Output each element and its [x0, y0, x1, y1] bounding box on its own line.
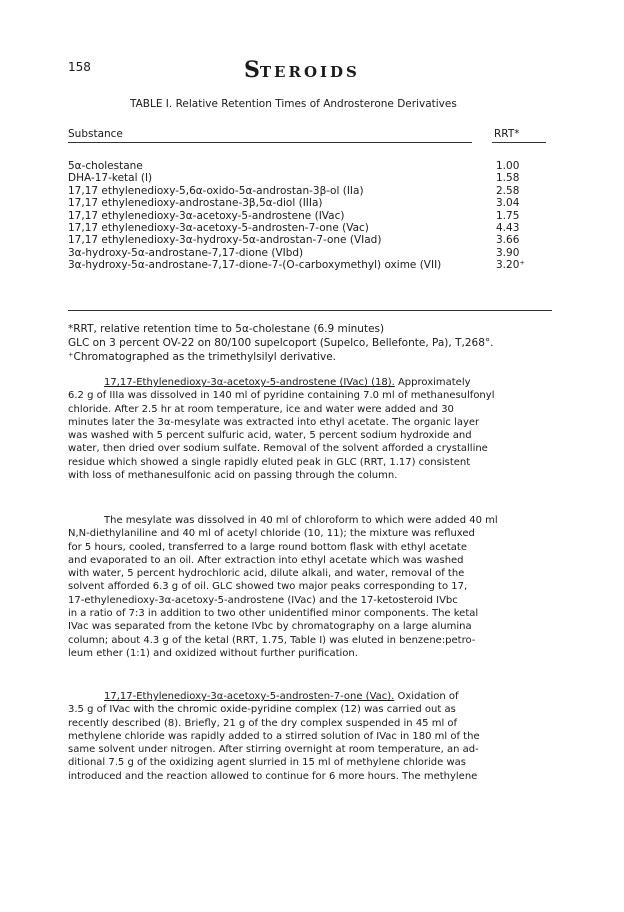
column-header-substance: Substance — [68, 128, 123, 140]
paragraph-vac — [68, 690, 558, 783]
text-line: minutes later the 3α-mesylate was extracted into ethyl acetate. The organic layer — [68, 416, 480, 428]
text-line: for 5 hours, cooled, transferred to a large round bottom flask with ethyl acetate — [68, 541, 467, 553]
text-line: in a ratio of 7:3 in addition to two other unidentified minor components. The ketal — [68, 608, 479, 620]
table-row — [68, 172, 548, 184]
text-line: water, then dried over sodium sulfate. Removal of the solvent afforded a crystalline — [68, 443, 488, 455]
text-line: The mesylate was dissolved in 40 ml of chloroform to which were added 40 ml — [104, 515, 498, 526]
cell-rrt: 2.58 — [496, 184, 520, 197]
footnote: ⁺Chromatographed as the trimethylsilyl derivative. — [68, 351, 337, 363]
table-row — [68, 247, 548, 259]
text-line: leum ether (1:1) and oxidized without further purification. — [68, 647, 358, 659]
cell-substance: 17,17 ethylenedioxy-androstane-3β,5α-diol (IIIa) — [68, 197, 323, 210]
footnote: *RRT, relative retention time to 5α-cholestane (6.9 minutes) — [68, 323, 385, 335]
text-line: methylene chloride was rapidly added to a stirred solution of IVac in 180 ml of the — [68, 730, 480, 742]
page-number: 158 — [68, 60, 91, 74]
text-line: 6.2 g of IIIa was dissolved in 140 ml of pyridine containing 7.0 ml of methanesulfonyl — [68, 390, 495, 402]
table-row — [68, 160, 548, 172]
column-header-rrt: RRT* — [494, 128, 520, 140]
text-line: column; about 4.3 g of the ketal (RRT, 1.75, Table I) was eluted in benzene:petro- — [68, 634, 476, 646]
cell-rrt: 3.04 — [496, 197, 520, 210]
table-row — [68, 259, 548, 271]
table-row — [68, 222, 548, 234]
cell-rrt: 1.58 — [496, 172, 520, 185]
header-rule-substance — [68, 142, 472, 143]
text-line: with water, 5 percent hydrochloric acid, dilute alkali, and water, removal of the — [68, 568, 465, 580]
text-line: 17-ethylenedioxy-3α-acetoxy-5-androstene (IVac) and the 17-ketosteroid IVbc — [68, 594, 458, 606]
table-row — [68, 185, 548, 197]
text-line: IVac was separated from the ketone IVbc by chromatography on a large alumina — [68, 621, 472, 633]
cell-rrt: 3.90 — [496, 246, 520, 259]
journal-rest: TEROIDS — [259, 63, 360, 81]
text-line: chloride. After 2.5 hr at room temperature, ice and water were added and 30 — [68, 403, 454, 415]
text-line: was washed with 5 percent sulfuric acid, water, 5 percent sodium hydroxide and — [68, 430, 472, 442]
cell-substance: 3α-hydroxy-5α-androstane-7,17-dione (VIbd) — [68, 246, 304, 259]
paragraph-mesylate — [68, 514, 558, 660]
section-heading: 17,17-Ethylenedioxy-3α-acetoxy-5-androsten-7-one (Vac). — [104, 691, 395, 702]
cell-rrt: 3.66 — [496, 234, 520, 247]
text-line: introduced and the reaction allowed to continue for 6 more hours. The methylene — [68, 770, 478, 782]
table-bottom-rule — [68, 310, 552, 311]
footnote: GLC on 3 percent OV-22 on 80/100 supelcoport (Supelco, Bellefonte, Pa), T,268°. — [68, 337, 494, 349]
text-line: recently described (8). Briefly, 21 g of the dry complex suspended in 45 ml of — [68, 717, 458, 729]
cell-substance: 5α-cholestane — [68, 160, 143, 172]
text-line: N,N-diethylaniline and 40 ml of acetyl chloride (10, 11); the mixture was refluxed — [68, 528, 475, 540]
text-line: same solvent under nitrogen. After stirring overnight at room temperature, an ad- — [68, 744, 479, 756]
cell-substance: 17,17 ethylenedioxy-3α-acetoxy-5-androsten-7-one (Vac) — [68, 221, 369, 234]
section-heading: 17,17-Ethylenedioxy-3α-acetoxy-5-androstene (IVac) (18). — [104, 377, 395, 388]
cell-rrt: 3.20⁺ — [496, 259, 525, 272]
header-rule-rrt — [492, 142, 546, 143]
cell-rrt: 1.75 — [496, 209, 520, 222]
cell-substance: 3α-hydroxy-5α-androstane-7,17-dione-7-(O-carboxymethyl) oxime (VII) — [68, 259, 442, 272]
journal-initial: S — [244, 57, 260, 83]
table-caption: TABLE I. Relative Retention Times of Androsterone Derivatives — [130, 98, 457, 110]
cell-substance: 17,17 ethylenedioxy-5,6α-oxido-5α-androstan-3β-ol (IIa) — [68, 184, 364, 197]
table-footnotes — [68, 322, 493, 364]
text-line: ditional 7.5 g of the oxidizing agent slurried in 15 ml of methylene chloride was — [68, 757, 467, 769]
text-line: with loss of methanesulfonic acid on passing through the column. — [68, 470, 398, 482]
text-line: 3.5 g of IVac with the chromic oxide-pyridine complex (12) was carried out as — [68, 704, 456, 716]
table-body — [68, 160, 548, 272]
paragraph-ivac — [68, 376, 558, 482]
table-row — [68, 197, 548, 209]
table-row — [68, 210, 548, 222]
cell-substance: DHA-17-ketal (I) — [68, 172, 153, 185]
cell-substance: 17,17 ethylenedioxy-3α-hydroxy-5α-androstan-7-one (VIad) — [68, 234, 382, 247]
journal-title — [244, 57, 360, 83]
text-line: and evaporated to an oil. After extraction into ethyl acetate which was washed — [68, 554, 464, 566]
text-line: Oxidation of — [394, 691, 459, 702]
cell-substance: 17,17 ethylenedioxy-3α-acetoxy-5-androstene (IVac) — [68, 209, 345, 222]
text-line: residue which showed a single rapidly eluted peak in GLC (RRT, 1.17) consistent — [68, 456, 471, 468]
text-line: solvent afforded 6.3 g of oil. GLC showed two major peaks corresponding to 17, — [68, 581, 468, 593]
cell-rrt: 1.00 — [496, 160, 520, 172]
cell-rrt: 4.43 — [496, 221, 520, 234]
table-row — [68, 234, 548, 246]
text-line: Approximately — [394, 377, 471, 388]
